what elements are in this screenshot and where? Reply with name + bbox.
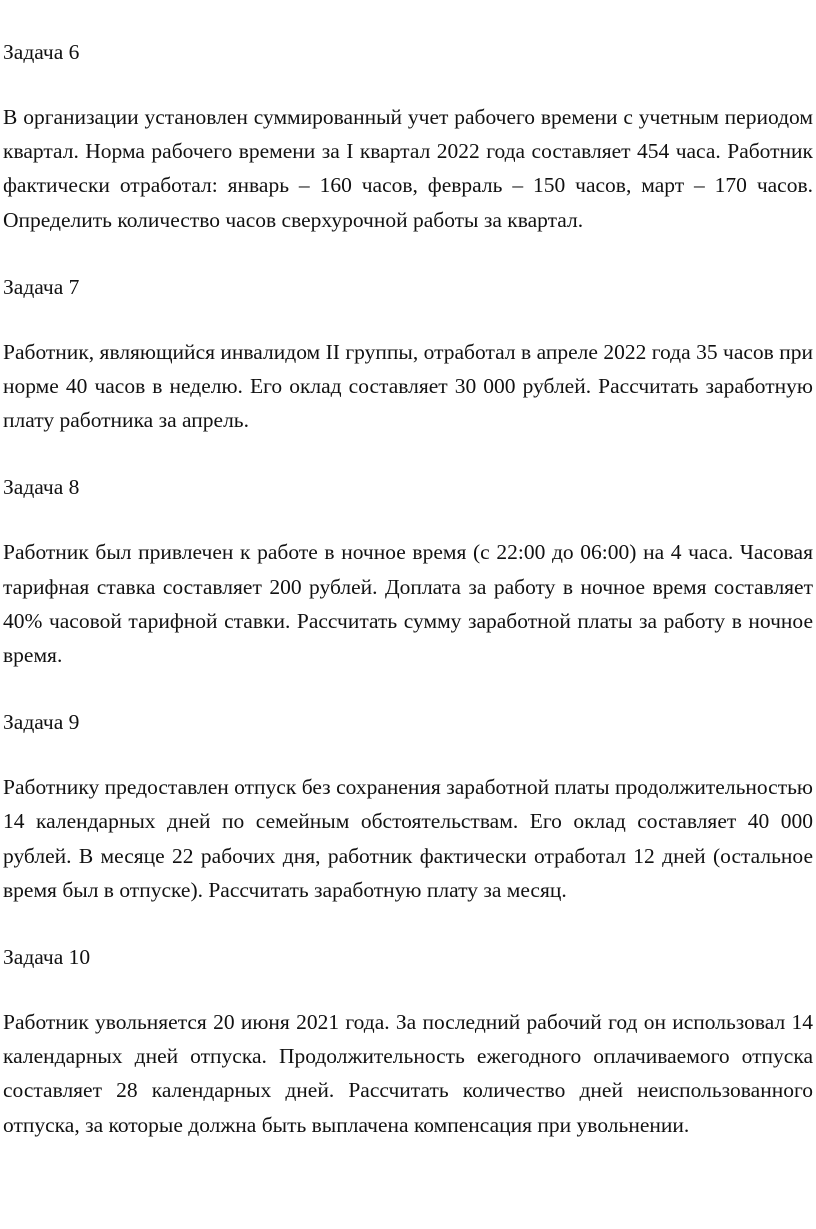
task-text: Работник был привлечен к работе в ночное время (с 22:00 до 06:00) на 4 часа. Часовая тарифная ставка составляет 200 рублей. Доплата за работу в ночное время составляет 40% часовой тарифной ставки. Рассчитать сумму заработной платы за работу в ночное время. bbox=[3, 540, 813, 668]
task-text: Работник, являющийся инвалидом II группы, отработал в апреле 2022 года 35 часов при норме 40 часов в неделю. Его оклад составляет 30 000 рублей. Рассчитать заработную плату работника за апрель. bbox=[3, 339, 813, 433]
task-title: Задача 8 bbox=[3, 475, 80, 500]
task-8 bbox=[3, 469, 813, 672]
task-text: В организации установлен суммированный учет рабочего времени с учетным периодом квартал. Норма рабочего времени за I квартал 2022 года составляет 454 часа. Работник фактически отработал: январь – 160 часов, февраль – 150 часов, март – 170 часов. Определить количество часов сверхурочной работы за квартал. bbox=[3, 105, 813, 232]
task-6 bbox=[3, 34, 813, 237]
task-title: Задача 10 bbox=[3, 945, 91, 970]
document-page bbox=[3, 34, 813, 1174]
task-title: Задача 7 bbox=[3, 274, 80, 299]
task-text: Работнику предоставлен отпуск без сохранения заработной платы продолжительностью 14 календарных дней по семейным обстоятельствам. Его оклад составляет 40 000 рублей. В месяце 22 рабочих дня, работник фактически отработал 12 дней (остальное время был в отпуске). Рассчитать заработную плату за месяц. bbox=[3, 775, 813, 902]
task-title: Задача 9 bbox=[3, 710, 80, 735]
task-9 bbox=[3, 704, 813, 907]
task-text: Работник увольняется 20 июня 2021 года. За последний рабочий год он использовал 14 календарных дней отпуска. Продолжительность ежегодного оплачиваемого отпуска составляет 28 календарных дней. Рассчитать количество дней неиспользованного отпуска, за которые должна быть выплачена компенсация при увольнении. bbox=[3, 1010, 813, 1137]
task-7 bbox=[3, 269, 813, 438]
task-10 bbox=[3, 939, 813, 1142]
task-title: Задача 6 bbox=[3, 40, 80, 64]
